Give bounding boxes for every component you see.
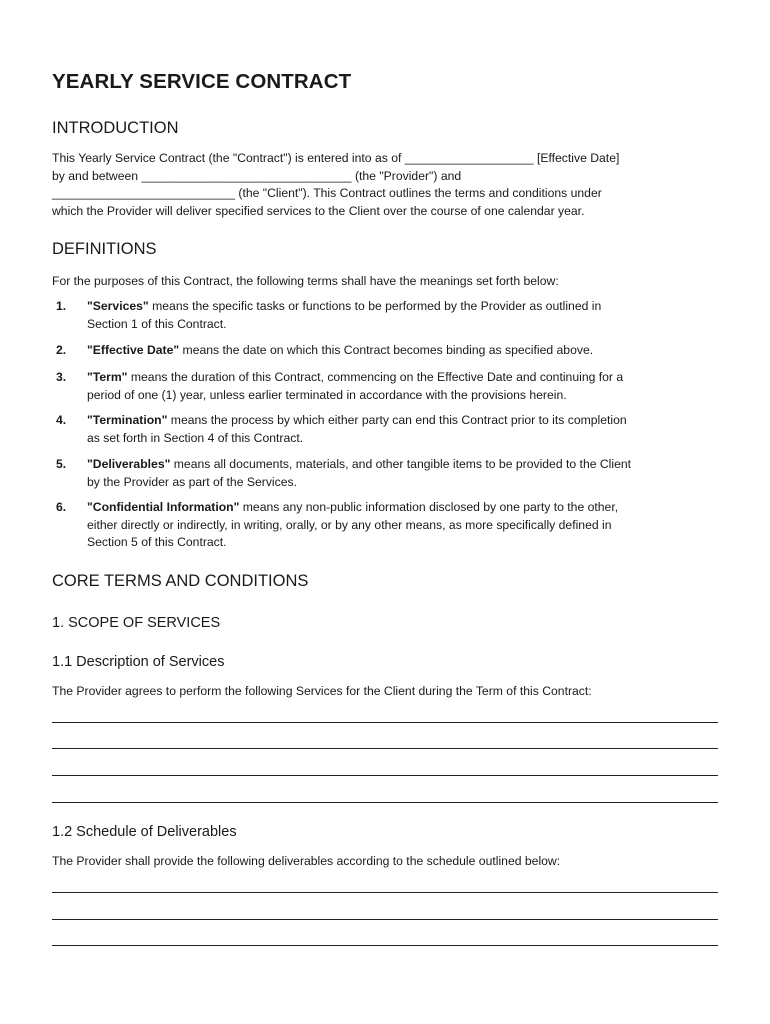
definition-number: 1. (56, 299, 67, 313)
definition-text: means the specific tasks or functions to be performed by the Provider as outlined in (148, 299, 602, 313)
definition-text-continued: Section 1 of this Contract. (87, 316, 227, 331)
introduction-line-4: which the Provider will deliver specified services to the Client over the course of one calendar year. (52, 203, 585, 218)
scope-of-services-heading: 1. SCOPE OF SERVICES (52, 615, 221, 631)
schedule-of-deliverables-text: The Provider shall provide the following deliverables according to the schedule outlined below: (52, 854, 561, 868)
definition-text: means the duration of this Contract, commencing on the Effective Date and continuing for a (127, 370, 624, 384)
introduction-line-3: ___________________________ (the "Client"). This Contract outlines the terms and conditions under (52, 186, 602, 200)
description-of-services-text: The Provider agrees to perform the following Services for the Client during the Term of this Contract: (52, 684, 592, 698)
services-blank-line[interactable] (52, 802, 718, 803)
definition-term: "Termination" (87, 413, 168, 427)
deliverables-blank-line[interactable] (52, 945, 718, 946)
definition-term: "Term" (87, 370, 128, 384)
definition-term: "Effective Date" (87, 343, 180, 357)
definition-text: means the process by which either party can end this Contract prior to its completion (167, 413, 627, 427)
definition-text: means the date on which this Contract becomes binding as specified above. (179, 343, 594, 357)
definition-text-continued: Section 5 of this Contract. (87, 535, 227, 549)
deliverables-blank-line[interactable] (52, 892, 718, 893)
definition-text: means all documents, materials, and other tangible items to be provided to the Client (170, 457, 632, 471)
introduction-line-2: by and between _______________________________ (the "Provider") and (52, 168, 462, 183)
definition-number: 6. (56, 500, 67, 514)
services-blank-line[interactable] (52, 775, 718, 776)
introduction-line-1: This Yearly Service Contract (the "Contract") is entered into as of ___________________ [Effective Date] (52, 151, 620, 165)
definition-term: "Deliverables" (87, 457, 171, 471)
deliverables-blank-line[interactable] (52, 919, 718, 920)
definition-number: 5. (56, 457, 67, 471)
definition-text: means any non-public information disclosed by one party to the other, (239, 500, 619, 514)
definition-term: "Confidential Information" (87, 500, 240, 514)
definition-text-continued: either directly or indirectly, in writing, orally, or by any other means, as more specifically defined in (87, 517, 612, 532)
definition-term: "Services" (87, 299, 149, 313)
introduction-heading: INTRODUCTION (52, 119, 179, 137)
definition-text-continued: period of one (1) year, unless earlier terminated in accordance with the provisions herein. (87, 387, 567, 402)
definition-number: 3. (56, 370, 67, 384)
definition-text-continued: by the Provider as part of the Services. (87, 474, 297, 489)
definition-number: 2. (56, 343, 67, 357)
description-of-services-heading: 1.1 Description of Services (52, 654, 225, 670)
core-terms-heading: CORE TERMS AND CONDITIONS (52, 572, 309, 590)
definition-text-continued: as set forth in Section 4 of this Contract. (87, 430, 304, 445)
services-blank-line[interactable] (52, 748, 718, 749)
definitions-intro: For the purposes of this Contract, the following terms shall have the meanings set forth below: (52, 274, 559, 288)
schedule-of-deliverables-heading: 1.2 Schedule of Deliverables (52, 824, 237, 840)
definition-number: 4. (56, 413, 67, 427)
document-title: YEARLY SERVICE CONTRACT (52, 70, 352, 93)
definitions-heading: DEFINITIONS (52, 240, 157, 258)
services-blank-line[interactable] (52, 722, 718, 723)
